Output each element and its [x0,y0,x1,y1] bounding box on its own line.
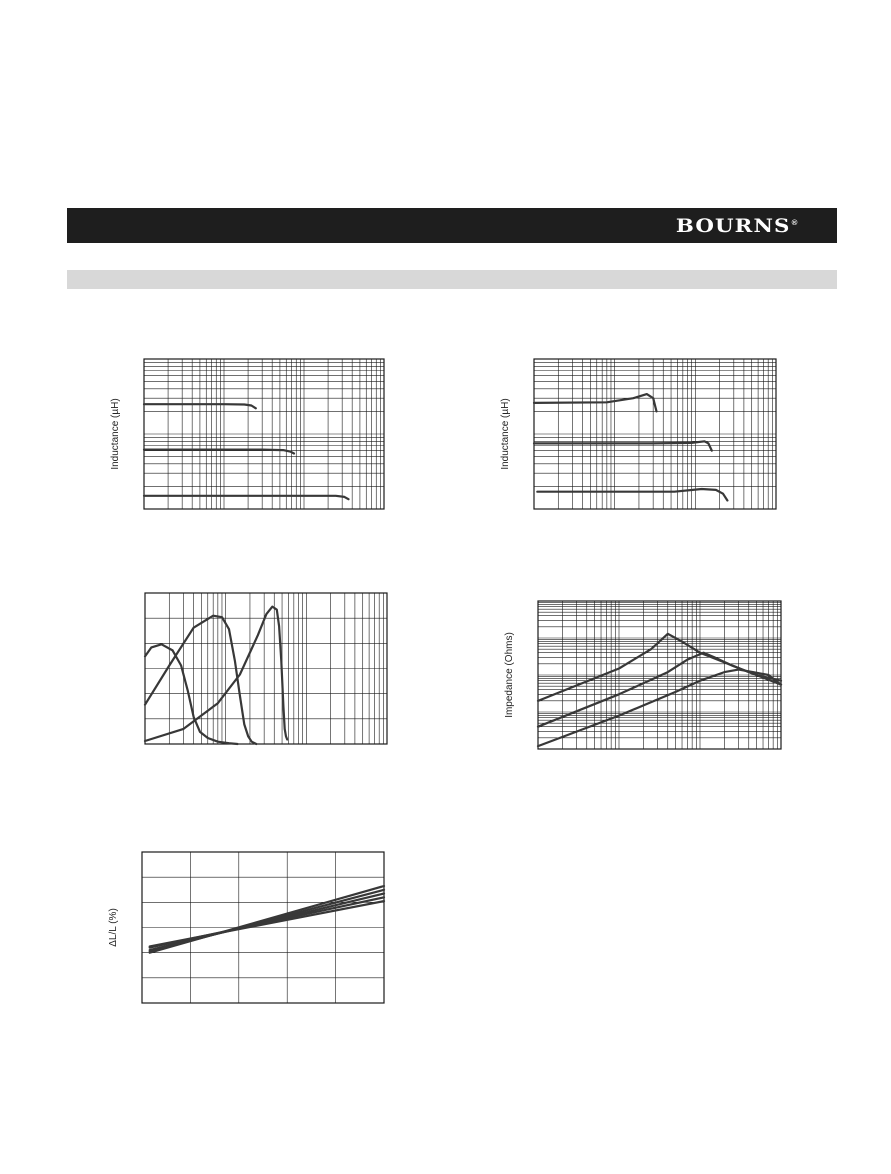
bourns-logo [676,215,799,237]
series-line-3 [145,607,287,741]
logo-text: BOURNS [676,215,791,237]
inductance-vs-current-chart-2 [490,355,780,515]
grid-lines [144,359,384,509]
series-line-2 [145,616,256,744]
series-line-3 [538,670,781,747]
series-line-3 [537,489,727,501]
y-axis-label: Inductance (µH) [110,398,121,470]
series-line-3 [144,496,349,499]
grid-lines [142,852,384,1003]
section-bar [67,270,837,289]
grid-lines [534,359,776,509]
series-line-2 [534,441,712,450]
current-vs-frequency-chart [100,590,390,750]
y-axis-label: ΔL/L (%) [108,908,119,947]
series-line-2 [144,450,294,454]
header-bar [67,208,837,243]
series-line-5 [150,901,384,946]
inductance-vs-temperature-chart [100,848,390,1008]
series-line-1 [534,394,657,411]
inductance-vs-current-chart-1 [100,355,390,515]
logo-mark: ® [792,219,799,227]
y-axis-label: Inductance (µH) [500,398,511,470]
y-axis-label: Impedance (Ohms) [504,632,515,718]
impedance-vs-frequency-chart [490,596,785,756]
